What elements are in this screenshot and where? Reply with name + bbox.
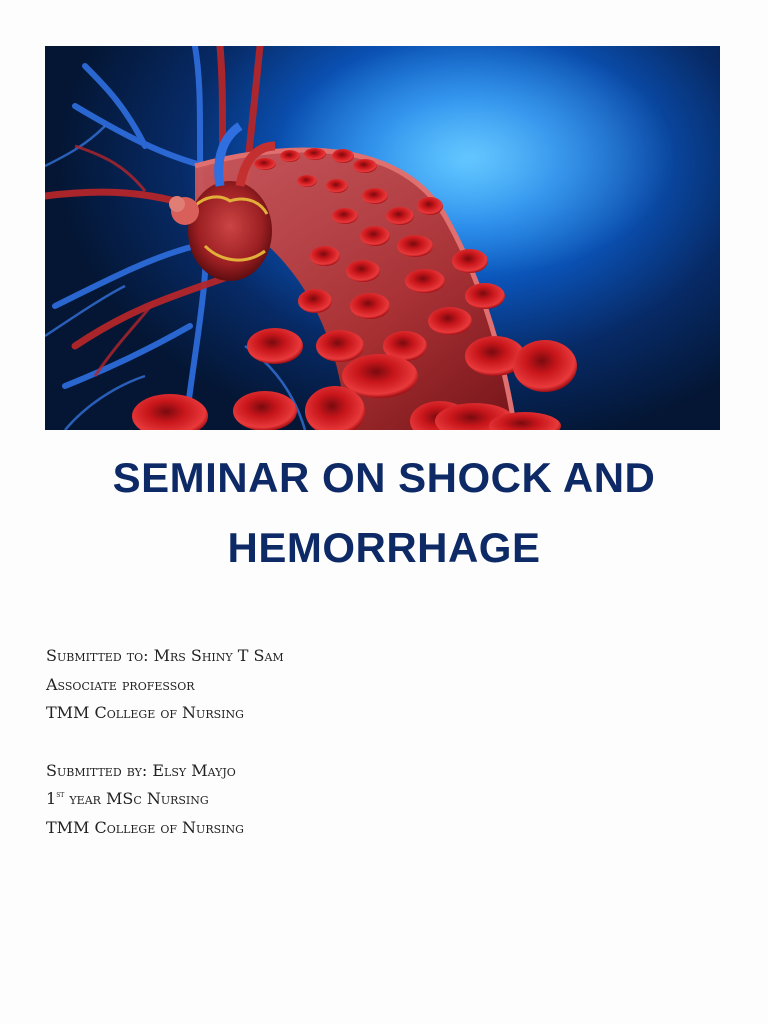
submitted-to-institution: TMM College of Nursing xyxy=(46,703,244,722)
submitted-by-institution: TMM College of Nursing xyxy=(46,817,244,837)
submission-details xyxy=(46,642,646,842)
submitted-by-year xyxy=(46,785,646,814)
year-suffix: st xyxy=(56,790,65,800)
submitted-to: Submitted to: Mrs Shiny T Sam xyxy=(46,646,284,665)
year-rest: year MSc Nursing xyxy=(64,789,209,808)
title-line-2: HEMORRHAGE xyxy=(227,524,541,571)
cover-image xyxy=(45,46,720,430)
submitted-to-designation: Associate professor xyxy=(46,674,195,694)
document-title xyxy=(30,443,738,583)
spacer xyxy=(46,728,646,757)
submitted-by: Submitted by: Elsy Mayjo xyxy=(46,760,236,780)
year-number: 1 xyxy=(46,789,57,808)
heart-blood-cells-icon xyxy=(45,46,720,430)
title-line-1: SEMINAR ON SHOCK AND xyxy=(112,454,656,501)
